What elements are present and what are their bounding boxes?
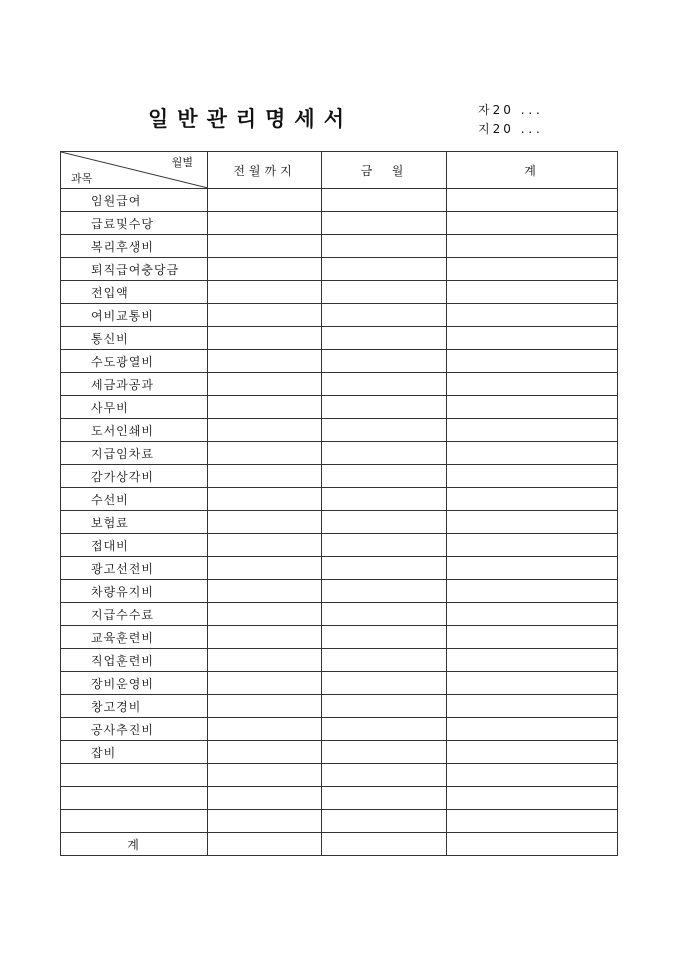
total-cell[interactable] <box>447 488 618 511</box>
previous-months-cell[interactable] <box>208 235 322 258</box>
previous-months-cell[interactable] <box>208 465 322 488</box>
subject-cell <box>61 810 208 833</box>
previous-months-cell[interactable] <box>208 373 322 396</box>
previous-months-cell[interactable] <box>208 672 322 695</box>
subject-cell: 지급임차료 <box>61 442 208 465</box>
table-row <box>61 373 618 396</box>
total-previous-months-cell[interactable] <box>208 833 322 856</box>
table-row <box>61 304 618 327</box>
current-month-cell[interactable] <box>322 511 447 534</box>
total-cell[interactable] <box>447 695 618 718</box>
subject-cell <box>61 787 208 810</box>
table-row <box>61 695 618 718</box>
previous-months-cell[interactable] <box>208 741 322 764</box>
current-month-cell[interactable] <box>322 465 447 488</box>
header-total: 계 <box>447 152 618 189</box>
current-month-cell[interactable] <box>322 603 447 626</box>
subject-cell: 전입액 <box>61 281 208 304</box>
previous-months-cell[interactable] <box>208 327 322 350</box>
subject-cell: 직업훈련비 <box>61 649 208 672</box>
previous-months-cell[interactable] <box>208 580 322 603</box>
total-cell[interactable] <box>447 764 618 787</box>
total-current-month-cell[interactable] <box>322 833 447 856</box>
table-row <box>61 465 618 488</box>
table-row <box>61 511 618 534</box>
grand-total-cell[interactable] <box>447 833 618 856</box>
subject-cell: 여비교통비 <box>61 304 208 327</box>
previous-months-cell[interactable] <box>208 442 322 465</box>
table-row <box>61 810 618 833</box>
subject-cell: 공사추진비 <box>61 718 208 741</box>
total-cell[interactable] <box>447 258 618 281</box>
period-to-label: 지20 <box>478 122 514 136</box>
table-row <box>61 350 618 373</box>
period-from-label: 자20 <box>478 103 514 117</box>
previous-months-cell[interactable] <box>208 488 322 511</box>
current-month-cell[interactable] <box>322 419 447 442</box>
subject-cell: 교육훈련비 <box>61 626 208 649</box>
total-cell[interactable] <box>447 718 618 741</box>
table-row <box>61 235 618 258</box>
total-cell[interactable] <box>447 419 618 442</box>
current-month-cell[interactable] <box>322 810 447 833</box>
total-cell[interactable] <box>447 741 618 764</box>
table-row <box>61 672 618 695</box>
previous-months-cell[interactable] <box>208 396 322 419</box>
total-cell[interactable] <box>447 304 618 327</box>
previous-months-cell[interactable] <box>208 534 322 557</box>
previous-months-cell[interactable] <box>208 649 322 672</box>
current-month-cell[interactable] <box>322 350 447 373</box>
total-cell[interactable] <box>447 281 618 304</box>
table-row <box>61 741 618 764</box>
previous-months-cell[interactable] <box>208 304 322 327</box>
total-row <box>61 833 618 856</box>
period-to <box>478 120 540 137</box>
previous-months-cell[interactable] <box>208 557 322 580</box>
previous-months-cell[interactable] <box>208 695 322 718</box>
subject-cell: 수선비 <box>61 488 208 511</box>
period-from <box>478 101 540 118</box>
current-month-cell[interactable] <box>322 580 447 603</box>
current-month-cell[interactable] <box>322 718 447 741</box>
subject-cell: 장비운영비 <box>61 672 208 695</box>
period-to-dots: . . . <box>520 122 540 136</box>
table-row <box>61 419 618 442</box>
subject-cell: 차량유지비 <box>61 580 208 603</box>
expense-table <box>60 151 618 856</box>
current-month-cell[interactable] <box>322 212 447 235</box>
previous-months-cell[interactable] <box>208 281 322 304</box>
table-row <box>61 787 618 810</box>
current-month-cell[interactable] <box>322 764 447 787</box>
total-cell[interactable] <box>447 350 618 373</box>
total-cell[interactable] <box>447 189 618 212</box>
total-cell[interactable] <box>447 327 618 350</box>
table-row <box>61 258 618 281</box>
table-row <box>61 764 618 787</box>
subject-cell: 세금과공과 <box>61 373 208 396</box>
total-cell[interactable] <box>447 580 618 603</box>
total-cell[interactable] <box>447 396 618 419</box>
table-row <box>61 212 618 235</box>
table-row <box>61 534 618 557</box>
subject-cell: 통신비 <box>61 327 208 350</box>
total-cell[interactable] <box>447 603 618 626</box>
previous-months-cell[interactable] <box>208 810 322 833</box>
total-cell[interactable] <box>447 373 618 396</box>
period-from-dots: . . . <box>520 103 540 117</box>
subject-cell: 임원급여 <box>61 189 208 212</box>
table-row <box>61 557 618 580</box>
subject-cell: 지급수수료 <box>61 603 208 626</box>
current-month-cell[interactable] <box>322 626 447 649</box>
current-month-cell[interactable] <box>322 695 447 718</box>
current-month-cell[interactable] <box>322 557 447 580</box>
total-cell[interactable] <box>447 626 618 649</box>
previous-months-cell[interactable] <box>208 511 322 534</box>
total-cell[interactable] <box>447 465 618 488</box>
table-row <box>61 649 618 672</box>
subject-cell: 퇴직급여충당금 <box>61 258 208 281</box>
table-row <box>61 580 618 603</box>
current-month-cell[interactable] <box>322 649 447 672</box>
total-cell[interactable] <box>447 511 618 534</box>
current-month-cell[interactable] <box>322 327 447 350</box>
subject-cell: 잡비 <box>61 741 208 764</box>
previous-months-cell[interactable] <box>208 603 322 626</box>
previous-months-cell[interactable] <box>208 212 322 235</box>
current-month-cell[interactable] <box>322 488 447 511</box>
table-row <box>61 626 618 649</box>
subject-cell: 사무비 <box>61 396 208 419</box>
table-row <box>61 603 618 626</box>
previous-months-cell[interactable] <box>208 419 322 442</box>
subject-cell: 감가상각비 <box>61 465 208 488</box>
header-previous-months: 전월까지 <box>208 152 322 189</box>
total-cell[interactable] <box>447 442 618 465</box>
current-month-cell[interactable] <box>322 281 447 304</box>
previous-months-cell[interactable] <box>208 189 322 212</box>
total-cell[interactable] <box>447 810 618 833</box>
subject-cell <box>61 764 208 787</box>
previous-months-cell[interactable] <box>208 626 322 649</box>
current-month-cell[interactable] <box>322 373 447 396</box>
table-row <box>61 488 618 511</box>
total-cell[interactable] <box>447 557 618 580</box>
current-month-cell[interactable] <box>322 787 447 810</box>
current-month-cell[interactable] <box>322 672 447 695</box>
total-cell[interactable] <box>447 787 618 810</box>
table-row <box>61 327 618 350</box>
subject-cell: 도서인쇄비 <box>61 419 208 442</box>
table-row <box>61 281 618 304</box>
previous-months-cell[interactable] <box>208 787 322 810</box>
current-month-cell[interactable] <box>322 258 447 281</box>
current-month-cell[interactable] <box>322 304 447 327</box>
total-cell[interactable] <box>447 235 618 258</box>
current-month-cell[interactable] <box>322 741 447 764</box>
subject-cell: 광고선전비 <box>61 557 208 580</box>
table-row <box>61 442 618 465</box>
header-row <box>61 152 618 189</box>
total-label: 계 <box>61 833 208 856</box>
previous-months-cell[interactable] <box>208 350 322 373</box>
subject-cell: 보험료 <box>61 511 208 534</box>
table-row <box>61 718 618 741</box>
subject-cell: 복리후생비 <box>61 235 208 258</box>
current-month-cell[interactable] <box>322 534 447 557</box>
subject-label: 과목 <box>71 172 93 185</box>
previous-months-cell[interactable] <box>208 258 322 281</box>
total-cell[interactable] <box>447 649 618 672</box>
previous-months-cell[interactable] <box>208 764 322 787</box>
total-cell[interactable] <box>447 534 618 557</box>
subject-cell: 창고경비 <box>61 695 208 718</box>
table-row <box>61 396 618 419</box>
subject-cell: 급료및수당 <box>61 212 208 235</box>
current-month-cell[interactable] <box>322 396 447 419</box>
subject-cell: 수도광열비 <box>61 350 208 373</box>
header-current-month: 금 월 <box>322 152 447 189</box>
corner-header-cell <box>61 152 208 189</box>
current-month-cell[interactable] <box>322 189 447 212</box>
total-cell[interactable] <box>447 672 618 695</box>
table-row <box>61 189 618 212</box>
subject-cell: 접대비 <box>61 534 208 557</box>
month-label: 월별 <box>171 156 193 169</box>
previous-months-cell[interactable] <box>208 718 322 741</box>
total-cell[interactable] <box>447 212 618 235</box>
document-title: 일반관리명세서 <box>148 106 354 131</box>
current-month-cell[interactable] <box>322 442 447 465</box>
current-month-cell[interactable] <box>322 235 447 258</box>
